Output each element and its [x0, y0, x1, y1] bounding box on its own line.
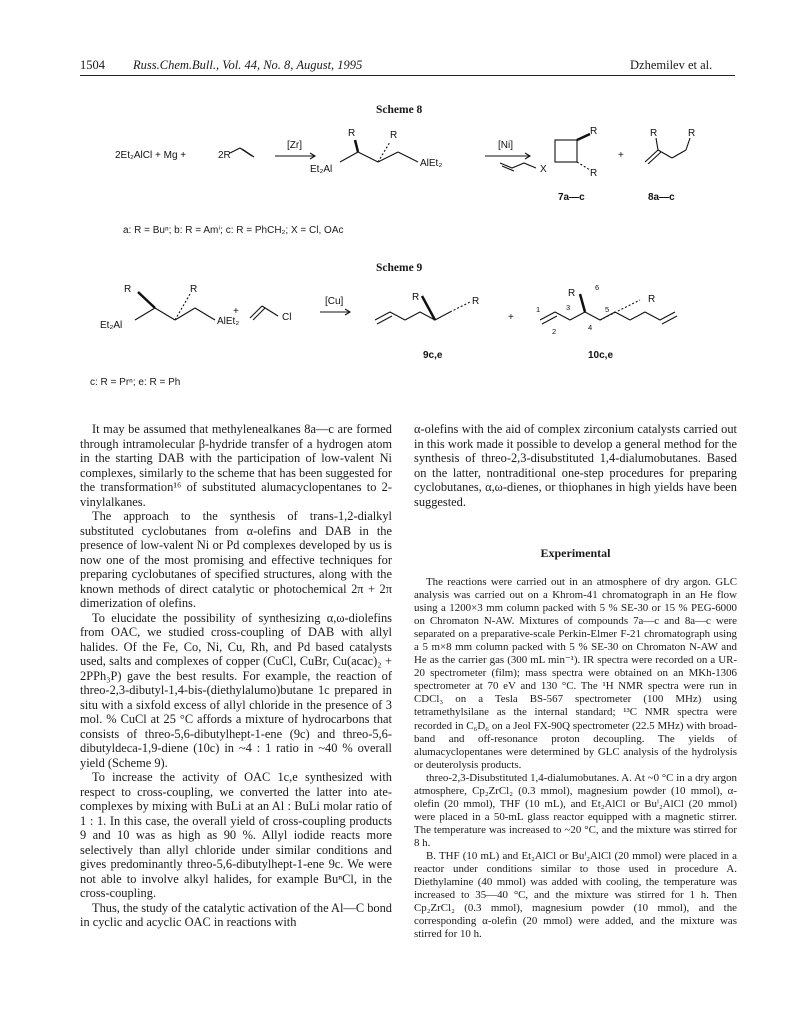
allyl-x: X [540, 164, 547, 175]
olefin-bond [230, 148, 252, 156]
s9-dab-bond-1 [135, 308, 155, 320]
s9-dab-wedge [138, 292, 155, 308]
alkene-r-1: R [650, 128, 658, 139]
running-authors: Dzhemilev et al. [630, 58, 713, 72]
paragraph-cross-coupling: To elucidate the possibility of synthesizing α,ω-diolefins from OAC, we studied cross-coupling of DAB with allyl halides. Of the Fe, Co, Ni, Cu, Rh, and Pd based catalysts used, salts and complexes of copper (CuCl, CuBr, Cu(acac)₂ + 2PPh₃P) gave the best results. For example, the reaction of threo-2,3-dibutyl-1,4-bis-(diethylalumo)butane 1c prepared in situ with a sixfold excess of allyl chloride in the presence of 3 mol. % CuCl at 25 °C affords a mixture of hydrocarbons that consists of threo-5,6-dibutylhept-1-ene (9c) and threo-5,6-dibutyldeca-1,9-diene (10c) in ~4 : 1 ratio in ~40 % overall yield (Scheme 9). [80, 610, 392, 770]
scheme8-title: Scheme 8 [376, 104, 423, 116]
paragraph-ate-complexes: To increase the activity of OAC 1c,e synthesized with respect to cross-coupling, we converted the latter into ate-complexes by mixing with BuLi at an Al : BuLi molar ratio of 1 : 1. In this case, the overall yield of cross-coupling products 9 and 10 was as high as 90 %. Allyl iodide reacts more selectively than allyl chloride under similar conditions and gives predominantly threo-5,6-dibutylhept-1-ene 9c. We were not able to involve alkyl halides, for example BuⁿCl, in the cross-coupling. [80, 770, 392, 900]
page-number: 1504 [80, 58, 105, 72]
product9-r-1: R [412, 292, 420, 303]
s9-plus-1: + [233, 306, 239, 317]
journal-citation: Russ.Chem.Bull., Vol. 44, No. 8, August, 1995 [133, 58, 363, 72]
locant-3: 3 [566, 303, 571, 312]
alkene-r-2: R [688, 128, 696, 139]
product-7a-c: 7a—c [558, 192, 585, 203]
locant-6: 6 [595, 283, 600, 292]
allyl-chloride-cl: Cl [282, 312, 292, 323]
dab-wedge-1 [355, 140, 358, 152]
experimental-general: The reactions were carried out in an atmosphere of dry argon. GLC analysis was carried out on a Khrom-41 chromatograph in an He flow using a 1200×3 mm column packed with 5 % SE-30 or 15 % PEG-6000 on Chromaton N-AW. Mixtures of compounds 7a—c and 8a—c were separated on a preparative-scale Perkin-Elmer F-21 chromatograph using a 5 m×8 mm column packed with 5 % SE-30 on Chromaton N-AW and He as the carrier gas (300 mL min⁻¹). IR spectra were recorded on a UR-20 spectrometer (film); mass spectra were obtained on an MKh-1306 spectrometer at 70 eV and 130 °C. The ¹H NMR spectra were run in CDCl₃ on a Tesla BS-567 spectrometer (100 MHz) using tetramethylsilane as the internal standard; ¹³C NMR spectra were recorded in C₆D₆ on a Jeol FX-90Q spectrometer (22.5 MHz) with broad-band and off-resonance proton decoupling. The yields of alumacyclopentanes were determined by GLC analysis of the hydrolysis or deuterolysis products. [414, 576, 737, 771]
dab-bond-4 [398, 152, 418, 162]
locant-4: 4 [588, 323, 593, 332]
s9-dab-r-1: R [124, 284, 132, 295]
cyclobutane-ring [555, 140, 577, 162]
dab-r-2: R [390, 130, 398, 141]
allyl-cl-bond-2 [262, 306, 278, 316]
scheme8-2r: 2R [218, 150, 231, 161]
product-10c-e: 10c,e [588, 350, 614, 361]
dab-et2al: Et₂Al [310, 164, 333, 175]
cu-catalyst: [Cu] [325, 296, 344, 307]
s9-plus-2: + [508, 312, 514, 323]
product9-r-2: R [472, 296, 480, 307]
cyclobutane-hash [577, 162, 590, 170]
header-rule [80, 75, 735, 76]
product9-hash [450, 302, 470, 312]
alkene-bond-3 [672, 150, 686, 158]
product10-r-2: R [648, 294, 656, 305]
cyclobutane-wedge [577, 134, 590, 140]
scheme8-reagents: 2Et₂AlCl + Mg + [115, 150, 187, 161]
paragraph-methylenealkanes: It may be assumed that methylenealkanes 8a—c are formed through intramolecular β-hydride transfer of a hydrogen atom in the starting DAB with the participation of low-valent Ni complexes, similarly to the scheme that has been suggested for the transformation¹⁶ of substituted alumacyclopentanes to 2-vinylalkanes. [80, 422, 392, 509]
scheme9-title: Scheme 9 [376, 262, 423, 274]
product-9c-e: 9c,e [423, 350, 443, 361]
dab-r-1: R [348, 128, 356, 139]
dab-alet2: AlEt₂ [420, 158, 443, 169]
paragraph-conclusion-end: α-olefins with the aid of complex zirconium catalysts carried out in this work made it possible to develop a general method for the synthesis of threo-2,3-disubstituted 1,4-dialumobutanes. Based on the latter, nontraditional one-step procedures for preparing cyclobutanes, α,ω-dienes, or thiophanes in high yields have been suggested. [414, 422, 737, 509]
product10-wedge [580, 294, 585, 312]
experimental-section [414, 576, 737, 941]
locant-5: 5 [605, 305, 610, 314]
alkene-bond-2 [658, 150, 672, 158]
zr-catalyst: [Zr] [287, 140, 302, 151]
s9-dab-bond-3 [175, 308, 195, 320]
scheme8-figure [100, 120, 740, 220]
experimental-heading: Experimental [540, 546, 611, 560]
scheme9-figure [100, 278, 740, 368]
locant-2: 2 [552, 327, 557, 336]
ni-catalyst: [Ni] [498, 140, 513, 151]
paragraph-cyclobutane-approach: The approach to the synthesis of trans-1,2-dialkyl substituted cyclobutanes from α-olefins and DAB in the presence of low-valent Ni or Pd complexes developed by us is now one of the most promising and effective techniques for preparing cyclobutanes of specified structures, along with the known methods of direct catalytic or photochemical 2π + 2π dimerization of olefins. [80, 509, 392, 610]
s9-dab-r-2: R [190, 284, 198, 295]
scheme8-caption: a: R = Buⁿ; b: R = Amⁱ; c: R = PhCH₂; X = Cl, OAc [123, 225, 344, 236]
scheme9-caption: c: R = Prⁿ; e: R = Ph [90, 377, 181, 388]
s9-dab-alet2: AlEt₂ [217, 316, 240, 327]
alkene-bond-r2 [686, 138, 690, 150]
right-column-intro [414, 422, 737, 509]
s9-dab-bond-4 [195, 308, 215, 320]
paragraph-conclusion-start: Thus, the study of the catalytic activation of the Al—C bond in cyclic and acyclic OAC in reactions with [80, 900, 392, 929]
olefin-double-bond [242, 149, 254, 157]
locant-1: 1 [536, 305, 541, 314]
product10-r-1: R [568, 288, 576, 299]
left-column [80, 422, 392, 930]
dab-bond-2 [358, 152, 378, 162]
dab-bond-1 [340, 152, 358, 162]
cyclobutane-r-1: R [590, 126, 598, 137]
s9-dab-et2al: Et₂Al [100, 320, 123, 331]
s9-dab-bond-2 [155, 308, 175, 320]
experimental-procedure-b: B. THF (10 mL) and Et₂AlCl or Buⁱ₂AlCl (20 mmol) were placed in a reactor under conditions similar to those used in procedure A. Diethylamine (40 mmol) was added with cooling, the temperature was increased to 35—40 °C, and the mixture was stirred for 1 h. Then Cp₂ZrCl₂ (0.3 mmol), magnesium powder (10 mmol), and the corresponding α-olefin (20 mmol) were added, and the mixture was stirred for 10 h. [414, 849, 737, 941]
experimental-procedure-a: threo-2,3-Disubstituted 1,4-dialumobutanes. A. At ~0 °C in a dry argon atmosphere, Cp₂ZrCl₂ (0.3 mmol), magnesium powder (10 mmol), α-olefin (20 mmol), THF (10 mL), and Et₂AlCl or Buⁱ₂AlCl (20 mmol) were placed in a 50-mL glass reactor equipped with a magnetic stirrer. The temperature was increased to ~20 °C, and the mixture was stirred for 8 h. [414, 771, 737, 849]
allyl-cl-bond-1 [250, 306, 262, 318]
alkene-bond-r1 [656, 138, 658, 150]
allyl-cl-double [253, 308, 265, 320]
scheme8-plus: + [618, 150, 624, 161]
product-8a-c: 8a—c [648, 192, 675, 203]
cyclobutane-r-2: R [590, 168, 598, 179]
